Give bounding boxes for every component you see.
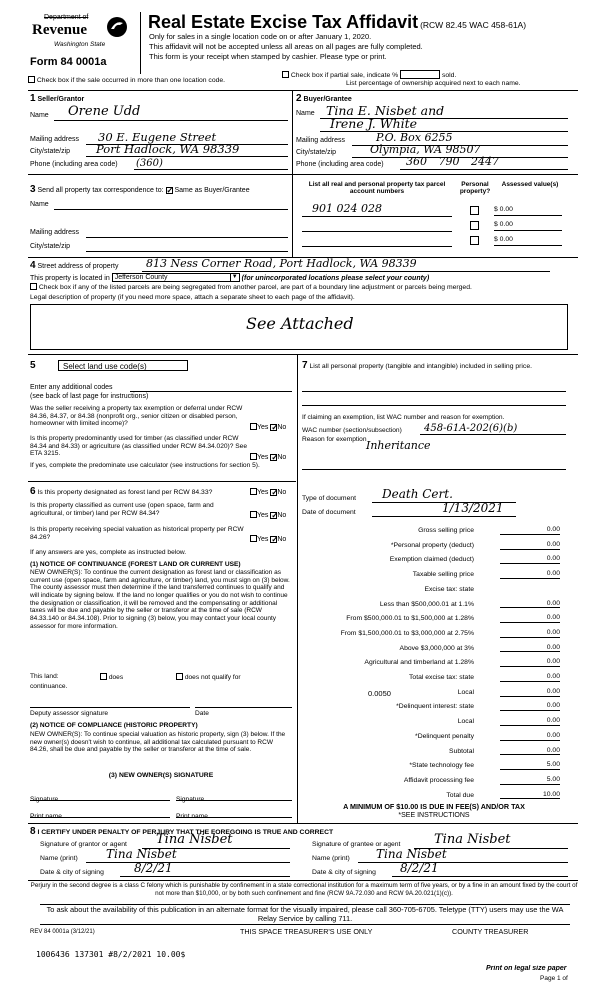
- receipt-stamp: 1006436 137301 #8/2/2021 10.00$: [36, 950, 186, 959]
- print-legal-note: Print on legal size paper: [486, 965, 567, 972]
- current-use-question: Is this property classified as current use (open space, farm and agricultural, or timber) land per RCW 84.34?: [30, 502, 214, 517]
- seller-heading: 1 Seller/Grantor: [30, 93, 85, 104]
- buyer-city-field[interactable]: Olympia, WA 98507: [352, 144, 568, 158]
- boundary-label: Check box if any of the listed parcels are being segregated from another parcel, are part of a boundary line adjustment or parcels being merged.: [38, 284, 472, 291]
- tax-row: [298, 613, 564, 625]
- street-address-label: Street address of property: [37, 263, 119, 270]
- chevron-down-icon: ▼: [230, 274, 239, 282]
- reason-field[interactable]: Inheritance: [366, 439, 431, 452]
- same-as-buyer-label: Same as Buyer/Grantee: [174, 187, 250, 194]
- current-use-yes-checkbox[interactable]: [250, 511, 257, 518]
- county-note: (for unincorporated locations please select your county): [241, 275, 430, 282]
- department-label: Department of: [44, 14, 89, 21]
- tax-row: [298, 554, 564, 566]
- exemption-yes-label: Yes: [257, 424, 269, 431]
- owner-print-label-1: Print name: [30, 813, 62, 820]
- boundary-checkbox[interactable]: [30, 283, 37, 290]
- tax-row: [298, 525, 564, 537]
- wac-field[interactable]: 458-61A-202(6)(b): [420, 423, 566, 436]
- tax-row-label: Exemption claimed (deduct): [389, 556, 474, 564]
- ownership-note: List percentage of ownership acquired next to each name.: [346, 80, 521, 87]
- land-use-select-label: Select land use code(s): [63, 362, 147, 371]
- certify-statement: 8 I CERTIFY UNDER PENALTY OF PERJURY THAT THE FOREGOING IS TRUE AND CORRECT: [30, 826, 334, 837]
- minimum-due-note: A MINIMUM OF $10.00 IS DUE IN FEE(S) AND/OR TAX: [343, 802, 525, 811]
- partial-sale-label: Check box if partial sale, indicate %: [290, 72, 399, 79]
- assessed-header: Assessed value(s): [501, 181, 559, 188]
- seller-mailing-label: Mailing address: [30, 135, 80, 143]
- corr-mailing-label: Mailing address: [30, 228, 80, 236]
- corr-city-label: City/state/zip: [30, 242, 71, 250]
- deputy-signature-label: Deputy assessor signature: [30, 710, 109, 717]
- tax-row: [298, 657, 564, 669]
- agency-name: Revenue: [32, 22, 87, 38]
- seller-city-field[interactable]: Port Hadlock, WA 98339: [86, 143, 288, 157]
- deputy-signature-field[interactable]: [30, 700, 190, 708]
- tax-row-value[interactable]: 0.00: [500, 600, 560, 609]
- grantee-signature-field[interactable]: Tina Nisbet: [414, 833, 568, 849]
- personal-property-line-1[interactable]: [302, 384, 566, 392]
- section-5-number: 5: [30, 360, 36, 371]
- header-note-2: This affidavit will not be accepted unless all areas on all pages are fully completed.: [149, 42, 423, 51]
- seller-name-label: Name: [30, 111, 49, 119]
- exemption-yes-no: [250, 423, 286, 432]
- correspondence-row: 3 Send all property tax correspondence to: ✓ Same as Buyer/Grantee: [30, 184, 250, 196]
- personal-property-label: List all personal property (tangible and intangible) included in selling price.: [309, 363, 532, 370]
- corr-city-field[interactable]: [86, 244, 288, 252]
- seller-phone-field[interactable]: (360): [134, 158, 288, 171]
- partial-sale-row: [282, 70, 456, 80]
- timber-question: Is this property predominantly used for timber (as classified under RCW 84.34 and 84.33) or agriculture (as classified under RCW 84.34.020)? See ETA 3215.: [30, 435, 247, 458]
- tax-row-value[interactable]: 5.00: [500, 776, 560, 785]
- tax-row-label: Affidavit processing fee: [403, 776, 474, 784]
- exemption-question: Was the seller receiving a property tax exemption or deferral under RCW 84.36, 84.37, or 84.38 (nonprofit org., senior citizen or disabled person, homeowner with limited income)?: [30, 405, 243, 428]
- compliance-text: NEW OWNER(S): To continue special valuation as historic property, sign (3) below. If the new owner(s) doesn't wish to continue, all additional tax calculated pursuant to RCW 84.26, shall be due and payable by the seller or transferor at the time of sale.: [30, 731, 286, 754]
- page-number: Page 1 of: [540, 975, 568, 982]
- personal-property-checkbox-1[interactable]: [470, 206, 479, 215]
- doc-type-field[interactable]: Death Cert.: [372, 488, 516, 503]
- exemption-no-label: No: [277, 424, 287, 431]
- buyer-heading: 2 Buyer/Grantee: [296, 93, 352, 104]
- buyer-phone-label: Phone (including area code): [296, 160, 384, 168]
- tax-row-label: *State technology fee: [409, 762, 474, 770]
- personal-property-checkbox-2[interactable]: [470, 221, 479, 230]
- tax-row: [298, 628, 564, 640]
- form-number: Form 84 0001a: [30, 56, 107, 68]
- tax-row: [298, 599, 564, 611]
- timber-yes-checkbox[interactable]: [250, 453, 257, 460]
- forest-question-text: Is this property designated as forest land per RCW 84.33?: [37, 489, 213, 496]
- located-label: This property is located in: [30, 275, 110, 282]
- grantor-date-label: Date & city of signing: [40, 869, 104, 877]
- current-use-no-label: No: [277, 512, 287, 519]
- form-title-text: Real Estate Excise Tax Affidavit: [148, 12, 419, 32]
- buyer-name-label: Name: [296, 109, 315, 117]
- grantor-date-field[interactable]: 8/2/21: [120, 862, 290, 877]
- continuance-label: continuance.: [30, 683, 68, 690]
- county-value: Jefferson County: [114, 274, 168, 281]
- continuance-title: (1) NOTICE OF CONTINUANCE (FOREST LAND OR CURRENT USE): [30, 561, 241, 568]
- tax-row-value[interactable]: 0.00: [500, 526, 560, 535]
- tax-row-label: From $500,000.01 to $1,500,000 at 1.28%: [346, 615, 474, 623]
- tax-row-label: Local: [457, 718, 474, 726]
- county-select[interactable]: [112, 273, 240, 282]
- does-label: does: [108, 674, 124, 681]
- header-note-1: Only for sales in a single location code on or after January 1, 2020.: [149, 32, 372, 41]
- tax-row-label: Agricultural and timberland at 1.28%: [364, 659, 474, 667]
- personal-property-row: 7 List all personal property (tangible and intangible) included in selling price.: [302, 360, 532, 371]
- tax-row-label: Less than $500,000.01 at 1.1%: [379, 600, 474, 608]
- buyer-heading-label: Buyer/Grantee: [303, 96, 352, 103]
- owner-signature-label-2: Signature: [176, 796, 205, 803]
- doc-date-field[interactable]: 1/13/2021: [372, 502, 516, 517]
- partial-sale-sold: sold.: [441, 72, 457, 79]
- forest-yes-label: Yes: [257, 489, 269, 496]
- exemption-note: If claiming an exemption, list WAC number and reason for exemption.: [302, 414, 505, 421]
- does-not-checkbox[interactable]: [176, 673, 183, 680]
- county-treasurer-label: COUNTY TREASURER: [452, 927, 529, 936]
- instructions-note: If any answers are yes, complete as instructed below.: [30, 549, 187, 556]
- additional-codes-label: Enter any additional codes: [30, 383, 113, 391]
- alternate-format-notice: To ask about the availability of this publication in an alternate format for the visually impaired, please call 360-705-6705. Teletype (TTY) users may use the WA Relay Service by calling 711.: [40, 904, 570, 925]
- tax-row: [298, 790, 564, 802]
- assessed-value-3[interactable]: $ 0.00: [494, 236, 562, 246]
- tax-row-label: *Delinquent penalty: [415, 732, 474, 740]
- owner-signature-label-1: Signature: [30, 796, 59, 803]
- tax-row: [298, 701, 564, 713]
- tax-row-label: Excise tax: state: [424, 585, 474, 593]
- additional-codes-note: (see back of last page for instructions): [30, 393, 149, 400]
- historic-yes-label: Yes: [257, 536, 269, 543]
- tax-row-value[interactable]: 0.00: [500, 644, 560, 653]
- additional-codes-field[interactable]: [130, 384, 292, 392]
- tax-row: [298, 643, 564, 655]
- wac-label: WAC number (section/subsection): [302, 427, 402, 435]
- new-owner-title: (3) NEW OWNER(S) SIGNATURE: [108, 772, 214, 779]
- revenue-logo-icon: [106, 16, 128, 38]
- land-use-select[interactable]: [58, 360, 188, 371]
- historic-yes-no: [250, 535, 286, 544]
- this-land-label: This land:: [30, 673, 59, 680]
- corr-name-field[interactable]: [54, 202, 288, 210]
- reason-label: Reason for exemption: [302, 436, 367, 443]
- doc-date-label: Date of document: [302, 509, 356, 517]
- tax-row-label: *Personal property (deduct): [390, 541, 474, 549]
- tax-row: [298, 584, 564, 596]
- timber-no-label: No: [277, 454, 287, 461]
- timber-yes-no: [250, 453, 286, 462]
- certify-text: I CERTIFY UNDER PENALTY OF PERJURY THAT THE FOREGOING IS TRUE AND CORRECT: [37, 829, 334, 836]
- owner-print-label-2: Print name: [176, 813, 208, 820]
- doc-type-label: Type of document: [302, 495, 357, 503]
- tax-row-value[interactable]: 10.00: [500, 791, 560, 800]
- timber-note: If yes, complete the predominate use calculator (see instructions for section 5).: [30, 462, 260, 469]
- deputy-date-field[interactable]: [195, 700, 292, 708]
- tax-row-label: Subtotal: [449, 747, 474, 755]
- tax-row: [298, 672, 564, 684]
- header-note-3: This form is your receipt when stamped by cashier. Please type or print.: [149, 52, 387, 61]
- parcel-3-field[interactable]: [302, 235, 452, 247]
- seller-city-label: City/state/zip: [30, 147, 71, 155]
- seller-mailing-field[interactable]: 30 E. Eugene Street: [86, 131, 288, 145]
- tax-row-value[interactable]: 0.00: [500, 570, 560, 579]
- tax-row-label: Total due: [446, 791, 474, 799]
- partial-sale-input[interactable]: [400, 70, 440, 79]
- corr-mailing-field[interactable]: [86, 230, 288, 238]
- tax-row-label: Local: [457, 688, 474, 696]
- county-row: [30, 273, 429, 283]
- tax-row-value[interactable]: 0.00: [500, 673, 560, 682]
- grantee-name-field[interactable]: Tina Nisbet: [358, 848, 568, 863]
- historic-question: Is this property receiving special valuation as historical property per RCW 84.26?: [30, 526, 244, 541]
- buyer-phone-field[interactable]: 360 790 2447: [400, 156, 568, 170]
- tax-row-value[interactable]: 0.00: [500, 702, 560, 711]
- deputy-date-label: Date: [195, 710, 209, 717]
- timber-yes-label: Yes: [257, 454, 269, 461]
- tax-row-label: Above $3,000,000 at 3%: [399, 644, 474, 652]
- buyer-city-label: City/state/zip: [296, 148, 337, 156]
- tax-row: [298, 716, 564, 728]
- seller-name-field[interactable]: Orene Udd: [54, 105, 288, 121]
- multi-location-checkbox[interactable]: [28, 76, 35, 83]
- current-use-yes-label: Yes: [257, 512, 269, 519]
- see-instructions-note: *SEE INSTRUCTIONS: [398, 812, 470, 819]
- compliance-title: (2) NOTICE OF COMPLIANCE (HISTORIC PROPERTY): [30, 722, 198, 729]
- buyer-name2-field[interactable]: Irene J. White: [320, 117, 568, 132]
- tax-row-value[interactable]: 0.00: [500, 732, 560, 741]
- form-title: [148, 12, 526, 33]
- tax-row-value[interactable]: 0.00: [500, 717, 560, 726]
- corr-name-label: Name: [30, 200, 49, 208]
- street-address-field[interactable]: 813 Ness Corner Road, Port Hadlock, WA 98339: [142, 258, 550, 272]
- tax-row: [298, 569, 564, 581]
- tax-row-label: From $1,500,000.01 to $3,000,000 at 2.75%: [340, 629, 474, 637]
- personal-header: Personal property?: [459, 181, 491, 196]
- tax-row-label: Taxable selling price: [412, 571, 474, 579]
- continuance-text: NEW OWNER(S): To continue the current designation as forest land or classification as current use (open space, farm and agriculture, or timber) land, you must sign on (3) below. The county assessor must then determine if the land transferred continues to qualify and will indicate by signing below. If the land no longer qualifies or you do not wish to continue the designation or classification, it will be removed and the compensating or additional taxes will be due and payable by the seller or transferor at the time of sale (RCW 84.33.140 or 84.34.108). Prior to signing (3) below, you may contact your local county assessor for more information.: [30, 569, 290, 630]
- boundary-row: [30, 283, 472, 292]
- perjury-notice: Perjury in the second degree is a class C felony which is punishable by confinement in a state correctional institution for a maximum term of five years, or by a fine in an amount fixed by the court of not more than $10,000, or by both such confinement and fine (RCW 9A.72.030 and RCW 9A.20.021(1)(c)).: [30, 882, 578, 897]
- tax-row-value[interactable]: 0.00: [500, 555, 560, 564]
- revision-label: REV 84 0001a (3/12/21): [30, 929, 95, 935]
- does-checkbox[interactable]: [100, 673, 107, 680]
- this-land-row: [30, 673, 292, 681]
- grantor-name-label: Name (print): [40, 855, 78, 863]
- grantor-name-field[interactable]: Tina Nisbet: [86, 848, 290, 863]
- state-label: Washington State: [54, 41, 106, 48]
- grantee-name-label: Name (print): [312, 855, 350, 863]
- exemption-yes-checkbox[interactable]: [250, 423, 257, 430]
- tax-row-label: Gross selling price: [418, 527, 474, 534]
- tax-row: [298, 731, 564, 743]
- forest-no-label: No: [277, 489, 287, 496]
- partial-sale-checkbox[interactable]: [282, 71, 289, 78]
- buyer-name-field[interactable]: Tina E. Nisbet and: [320, 104, 568, 119]
- tax-row: [298, 746, 564, 758]
- seller-heading-label: Seller/Grantor: [37, 96, 85, 103]
- current-use-yes-no: [250, 511, 286, 520]
- tax-row: [298, 687, 564, 699]
- treasurer-use-label: THIS SPACE TREASURER'S USE ONLY: [240, 927, 373, 936]
- tax-row: [298, 775, 564, 787]
- agency-logo: [28, 14, 128, 54]
- buyer-mailing-field[interactable]: P.O. Box 6255: [352, 132, 568, 146]
- personal-property-checkbox-3[interactable]: [470, 236, 479, 245]
- grantor-sig-label: Signature of grantor or agent: [40, 841, 127, 849]
- historic-yes-checkbox[interactable]: [250, 535, 257, 542]
- historic-no-label: No: [277, 536, 287, 543]
- grantee-date-field[interactable]: 8/2/21: [392, 862, 568, 877]
- legal-description-field[interactable]: [30, 304, 568, 350]
- forest-question: 6 Is this property designated as forest land per RCW 84.33?: [30, 486, 213, 497]
- multi-location-label: Check box if the sale occurred in more than one location code.: [36, 77, 226, 84]
- tax-row-value[interactable]: 0.00: [500, 658, 560, 667]
- reason-line-2[interactable]: [302, 462, 566, 470]
- tax-row-value[interactable]: 0.00: [500, 614, 560, 623]
- grantee-sig-label: Signature of grantee or agent: [312, 841, 401, 849]
- assessed-value-2[interactable]: $ 0.00: [494, 221, 562, 231]
- forest-yes-checkbox[interactable]: [250, 488, 257, 495]
- grantee-date-label: Date & city of signing: [312, 869, 376, 877]
- tax-row-value[interactable]: 5.00: [500, 761, 560, 770]
- legal-description-value: See Attached: [246, 314, 354, 333]
- form-rcw: (RCW 82.45 WAC 458-61A): [420, 20, 527, 30]
- tax-row-value[interactable]: 0.00: [500, 747, 560, 756]
- tax-row-value[interactable]: 0.00: [500, 541, 560, 550]
- forest-yes-no: [250, 488, 286, 497]
- grantor-signature-field[interactable]: Tina Nisbet: [142, 833, 290, 849]
- tax-row-label: Total excise tax: state: [409, 674, 474, 681]
- does-not-label: does not qualify for: [184, 674, 241, 681]
- parcel-1-field[interactable]: 901 024 028: [302, 203, 452, 217]
- tax-row-value[interactable]: 0.00: [500, 629, 560, 638]
- tax-row-label: *Delinquent interest: state: [396, 703, 474, 711]
- multi-location-checkbox-row: [28, 76, 225, 85]
- tax-row-value[interactable]: 0.00: [500, 688, 560, 697]
- parcel-header: List all real and personal property tax parcel account numbers: [308, 181, 446, 196]
- tax-row: [298, 540, 564, 552]
- assessed-value-1[interactable]: $ 0.00: [494, 206, 562, 216]
- correspondence-label: Send all property tax correspondence to:: [37, 187, 164, 194]
- buyer-mailing-label: Mailing address: [296, 136, 346, 144]
- same-as-buyer-checkbox[interactable]: [166, 187, 173, 194]
- tax-row: [298, 760, 564, 772]
- seller-phone-label: Phone (including area code): [30, 160, 118, 168]
- legal-description-label: Legal description of property (if you need more space, attach a separate sheet to each page of the affidavit).: [30, 294, 355, 301]
- parcel-2-field[interactable]: [302, 220, 452, 232]
- local-rate: 0.0050: [368, 689, 391, 698]
- personal-property-line-2[interactable]: [302, 398, 566, 406]
